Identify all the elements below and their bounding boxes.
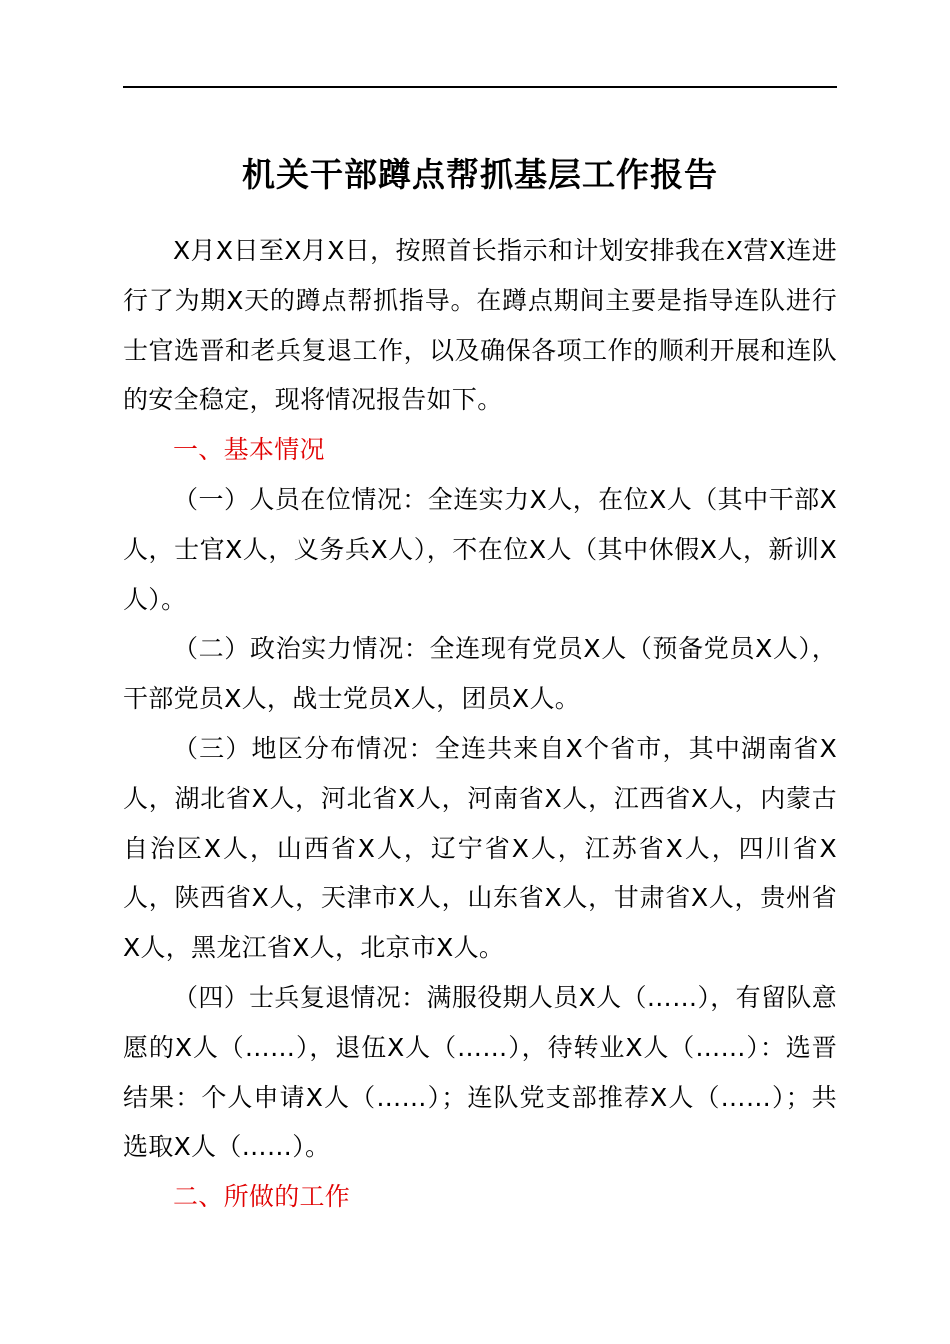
document-title: 机关干部蹲点帮抓基层工作报告	[242, 155, 718, 194]
paragraph-regional-distribution: （三）地区分布情况：全连共来自X个省市，其中湖南省X人，湖北省X人，河北省X人，河南省X人，江西省X人，内蒙古自治区X人，山西省X人，辽宁省X人，江苏省X人，四川省X人，陕西省X人，天津市X人，山东省X人，甘肃省X人，贵州省X人，黑龙江省X人，北京市X人。	[123, 733, 837, 963]
paragraph-discharge-status: （四）士兵复退情况：满服役期人员X人（……），有留队意愿的X人（……），退伍X人（……），待转业X人（……）：选晋结果：个人申请X人（……）；连队党支部推荐X人（……）；共选取X人（……）。	[123, 982, 837, 1162]
intro-paragraph: X月X日至X月X日，按照首长指示和计划安排我在X营X连进行了为期X天的蹲点帮抓指导。在蹲点期间主要是指导连队进行士官选晋和老兵复退工作，以及确保各项工作的顺利开展和连队的安全稳定，现将情况报告如下。	[123, 236, 837, 415]
document-body	[123, 226, 837, 1222]
paragraph-political-strength: （二）政治实力情况：全连现有党员X人（预备党员X人），干部党员X人，战士党员X人，团员X人。	[123, 634, 837, 714]
header-rule	[123, 86, 837, 88]
section-heading-work-done: 二、所做的工作	[173, 1182, 351, 1212]
section-heading-basic-situation: 一、基本情况	[173, 435, 325, 465]
paragraph-personnel-status: （一）人员在位情况：全连实力X人，在位X人（其中干部X人，士官X人，义务兵X人），不在位X人（其中休假X人，新训X人）。	[123, 484, 837, 614]
